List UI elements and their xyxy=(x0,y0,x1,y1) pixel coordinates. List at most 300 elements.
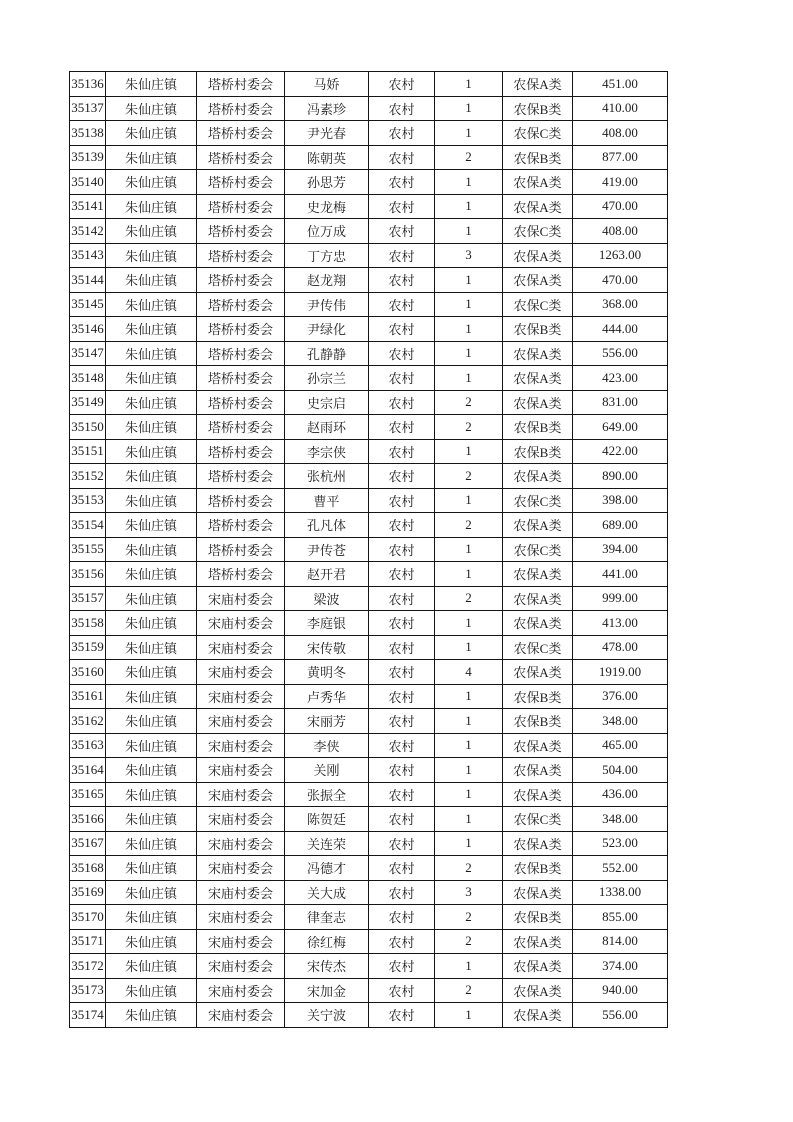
cell-village-committee: 塔桥村委会 xyxy=(197,268,285,293)
cell-person-name: 孙宗兰 xyxy=(285,366,369,391)
cell-insurance-category: 农保A类 xyxy=(503,660,573,685)
cell-insurance-category: 农保A类 xyxy=(503,831,573,856)
cell-residence-type: 农村 xyxy=(369,194,435,219)
cell-record-id: 35143 xyxy=(70,243,106,268)
cell-village-committee: 塔桥村委会 xyxy=(197,243,285,268)
cell-person-count: 1 xyxy=(435,219,503,244)
cell-residence-type: 农村 xyxy=(369,219,435,244)
cell-record-id: 35136 xyxy=(70,72,106,97)
cell-record-id: 35140 xyxy=(70,170,106,195)
cell-record-id: 35145 xyxy=(70,292,106,317)
cell-person-name: 李侠 xyxy=(285,733,369,758)
cell-town: 朱仙庄镇 xyxy=(106,660,197,685)
cell-residence-type: 农村 xyxy=(369,366,435,391)
cell-town: 朱仙庄镇 xyxy=(106,831,197,856)
cell-village-committee: 塔桥村委会 xyxy=(197,194,285,219)
cell-insurance-category: 农保A类 xyxy=(503,978,573,1003)
cell-person-name: 赵开君 xyxy=(285,562,369,587)
cell-person-count: 2 xyxy=(435,464,503,489)
cell-record-id: 35142 xyxy=(70,219,106,244)
table-row xyxy=(70,390,668,415)
cell-person-name: 李庭银 xyxy=(285,611,369,636)
cell-person-count: 1 xyxy=(435,96,503,121)
cell-record-id: 35137 xyxy=(70,96,106,121)
cell-person-name: 丁方忠 xyxy=(285,243,369,268)
cell-record-id: 35138 xyxy=(70,121,106,146)
cell-person-count: 1 xyxy=(435,1003,503,1028)
cell-person-count: 2 xyxy=(435,513,503,538)
cell-person-name: 赵雨环 xyxy=(285,415,369,440)
cell-town: 朱仙庄镇 xyxy=(106,488,197,513)
table-row xyxy=(70,562,668,587)
cell-residence-type: 农村 xyxy=(369,341,435,366)
cell-person-count: 1 xyxy=(435,366,503,391)
cell-residence-type: 农村 xyxy=(369,562,435,587)
cell-residence-type: 农村 xyxy=(369,439,435,464)
cell-insurance-category: 农保A类 xyxy=(503,586,573,611)
table-row xyxy=(70,635,668,660)
cell-record-id: 35173 xyxy=(70,978,106,1003)
cell-insurance-category: 农保A类 xyxy=(503,758,573,783)
cell-town: 朱仙庄镇 xyxy=(106,635,197,660)
cell-person-name: 关大成 xyxy=(285,880,369,905)
cell-insurance-category: 农保A类 xyxy=(503,733,573,758)
cell-insurance-category: 农保A类 xyxy=(503,562,573,587)
cell-insurance-category: 农保A类 xyxy=(503,390,573,415)
table-row xyxy=(70,96,668,121)
cell-residence-type: 农村 xyxy=(369,464,435,489)
cell-town: 朱仙庄镇 xyxy=(106,194,197,219)
cell-record-id: 35159 xyxy=(70,635,106,660)
cell-person-name: 孔凡体 xyxy=(285,513,369,538)
table-row xyxy=(70,611,668,636)
cell-town: 朱仙庄镇 xyxy=(106,243,197,268)
cell-insurance-category: 农保B类 xyxy=(503,684,573,709)
cell-town: 朱仙庄镇 xyxy=(106,929,197,954)
cell-amount: 649.00 xyxy=(573,415,668,440)
cell-town: 朱仙庄镇 xyxy=(106,880,197,905)
cell-town: 朱仙庄镇 xyxy=(106,341,197,366)
cell-record-id: 35172 xyxy=(70,954,106,979)
cell-amount: 556.00 xyxy=(573,1003,668,1028)
cell-village-committee: 宋庙村委会 xyxy=(197,586,285,611)
cell-record-id: 35155 xyxy=(70,537,106,562)
cell-insurance-category: 农保A类 xyxy=(503,170,573,195)
cell-village-committee: 宋庙村委会 xyxy=(197,611,285,636)
cell-residence-type: 农村 xyxy=(369,121,435,146)
cell-person-name: 宋传敬 xyxy=(285,635,369,660)
cell-amount: 376.00 xyxy=(573,684,668,709)
cell-person-count: 1 xyxy=(435,758,503,783)
cell-amount: 1338.00 xyxy=(573,880,668,905)
cell-person-name: 尹传苍 xyxy=(285,537,369,562)
table-row xyxy=(70,464,668,489)
cell-town: 朱仙庄镇 xyxy=(106,586,197,611)
cell-insurance-category: 农保C类 xyxy=(503,537,573,562)
cell-person-name: 律奎志 xyxy=(285,905,369,930)
cell-record-id: 35157 xyxy=(70,586,106,611)
cell-residence-type: 农村 xyxy=(369,807,435,832)
cell-person-count: 2 xyxy=(435,856,503,881)
table-row xyxy=(70,758,668,783)
cell-person-count: 1 xyxy=(435,121,503,146)
cell-person-count: 1 xyxy=(435,72,503,97)
cell-residence-type: 农村 xyxy=(369,170,435,195)
cell-person-count: 1 xyxy=(435,170,503,195)
cell-amount: 556.00 xyxy=(573,341,668,366)
cell-insurance-category: 农保C类 xyxy=(503,292,573,317)
cell-village-committee: 塔桥村委会 xyxy=(197,513,285,538)
cell-person-count: 1 xyxy=(435,807,503,832)
table-row xyxy=(70,292,668,317)
cell-person-count: 1 xyxy=(435,439,503,464)
cell-insurance-category: 农保C类 xyxy=(503,121,573,146)
table-row xyxy=(70,219,668,244)
cell-town: 朱仙庄镇 xyxy=(106,709,197,734)
cell-amount: 423.00 xyxy=(573,366,668,391)
cell-village-committee: 塔桥村委会 xyxy=(197,96,285,121)
cell-town: 朱仙庄镇 xyxy=(106,513,197,538)
cell-person-count: 4 xyxy=(435,660,503,685)
cell-residence-type: 农村 xyxy=(369,831,435,856)
cell-residence-type: 农村 xyxy=(369,611,435,636)
cell-village-committee: 宋庙村委会 xyxy=(197,807,285,832)
cell-residence-type: 农村 xyxy=(369,72,435,97)
cell-record-id: 35163 xyxy=(70,733,106,758)
cell-person-count: 2 xyxy=(435,145,503,170)
cell-village-committee: 塔桥村委会 xyxy=(197,488,285,513)
cell-residence-type: 农村 xyxy=(369,635,435,660)
cell-person-name: 赵龙翔 xyxy=(285,268,369,293)
cell-record-id: 35162 xyxy=(70,709,106,734)
cell-insurance-category: 农保B类 xyxy=(503,317,573,342)
cell-residence-type: 农村 xyxy=(369,733,435,758)
cell-record-id: 35165 xyxy=(70,782,106,807)
table-row xyxy=(70,709,668,734)
cell-person-count: 1 xyxy=(435,537,503,562)
cell-insurance-category: 农保C类 xyxy=(503,635,573,660)
cell-village-committee: 塔桥村委会 xyxy=(197,464,285,489)
table-row xyxy=(70,341,668,366)
cell-record-id: 35171 xyxy=(70,929,106,954)
cell-amount: 422.00 xyxy=(573,439,668,464)
cell-person-name: 尹绿化 xyxy=(285,317,369,342)
cell-amount: 814.00 xyxy=(573,929,668,954)
table-row xyxy=(70,317,668,342)
cell-village-committee: 塔桥村委会 xyxy=(197,537,285,562)
cell-insurance-category: 农保C类 xyxy=(503,488,573,513)
cell-village-committee: 宋庙村委会 xyxy=(197,880,285,905)
table-row xyxy=(70,170,668,195)
cell-person-name: 关连荣 xyxy=(285,831,369,856)
table-row xyxy=(70,684,668,709)
cell-residence-type: 农村 xyxy=(369,292,435,317)
cell-amount: 394.00 xyxy=(573,537,668,562)
cell-insurance-category: 农保A类 xyxy=(503,72,573,97)
cell-town: 朱仙庄镇 xyxy=(106,219,197,244)
cell-record-id: 35156 xyxy=(70,562,106,587)
cell-town: 朱仙庄镇 xyxy=(106,72,197,97)
cell-town: 朱仙庄镇 xyxy=(106,170,197,195)
table-row xyxy=(70,145,668,170)
cell-village-committee: 宋庙村委会 xyxy=(197,782,285,807)
cell-insurance-category: 农保A类 xyxy=(503,366,573,391)
cell-insurance-category: 农保B类 xyxy=(503,905,573,930)
cell-insurance-category: 农保A类 xyxy=(503,880,573,905)
cell-town: 朱仙庄镇 xyxy=(106,978,197,1003)
cell-insurance-category: 农保A类 xyxy=(503,782,573,807)
cell-residence-type: 农村 xyxy=(369,758,435,783)
table-row xyxy=(70,831,668,856)
cell-person-name: 位万成 xyxy=(285,219,369,244)
cell-person-name: 宋丽芳 xyxy=(285,709,369,734)
cell-residence-type: 农村 xyxy=(369,513,435,538)
benefits-table xyxy=(69,71,668,1028)
table-row xyxy=(70,243,668,268)
cell-village-committee: 宋庙村委会 xyxy=(197,905,285,930)
cell-person-count: 1 xyxy=(435,954,503,979)
cell-town: 朱仙庄镇 xyxy=(106,292,197,317)
cell-amount: 1919.00 xyxy=(573,660,668,685)
cell-person-name: 孔静静 xyxy=(285,341,369,366)
cell-town: 朱仙庄镇 xyxy=(106,537,197,562)
cell-record-id: 35158 xyxy=(70,611,106,636)
cell-amount: 877.00 xyxy=(573,145,668,170)
cell-amount: 855.00 xyxy=(573,905,668,930)
cell-town: 朱仙庄镇 xyxy=(106,954,197,979)
cell-person-name: 冯素珍 xyxy=(285,96,369,121)
cell-record-id: 35160 xyxy=(70,660,106,685)
cell-town: 朱仙庄镇 xyxy=(106,684,197,709)
cell-person-count: 1 xyxy=(435,831,503,856)
cell-insurance-category: 农保A类 xyxy=(503,268,573,293)
cell-amount: 444.00 xyxy=(573,317,668,342)
cell-town: 朱仙庄镇 xyxy=(106,733,197,758)
cell-person-name: 关宁波 xyxy=(285,1003,369,1028)
cell-insurance-category: 农保A类 xyxy=(503,341,573,366)
table-row xyxy=(70,366,668,391)
cell-residence-type: 农村 xyxy=(369,684,435,709)
cell-person-name: 徐红梅 xyxy=(285,929,369,954)
cell-village-committee: 塔桥村委会 xyxy=(197,72,285,97)
cell-residence-type: 农村 xyxy=(369,905,435,930)
cell-village-committee: 宋庙村委会 xyxy=(197,1003,285,1028)
cell-residence-type: 农村 xyxy=(369,268,435,293)
cell-person-name: 尹传伟 xyxy=(285,292,369,317)
cell-record-id: 35169 xyxy=(70,880,106,905)
cell-person-name: 尹光春 xyxy=(285,121,369,146)
cell-town: 朱仙庄镇 xyxy=(106,145,197,170)
cell-residence-type: 农村 xyxy=(369,978,435,1003)
cell-amount: 436.00 xyxy=(573,782,668,807)
cell-amount: 398.00 xyxy=(573,488,668,513)
cell-village-committee: 塔桥村委会 xyxy=(197,121,285,146)
table-row xyxy=(70,586,668,611)
table-row xyxy=(70,488,668,513)
cell-amount: 470.00 xyxy=(573,268,668,293)
cell-amount: 940.00 xyxy=(573,978,668,1003)
cell-person-name: 张杭州 xyxy=(285,464,369,489)
table-row xyxy=(70,72,668,97)
cell-village-committee: 宋庙村委会 xyxy=(197,929,285,954)
cell-residence-type: 农村 xyxy=(369,1003,435,1028)
cell-record-id: 35147 xyxy=(70,341,106,366)
cell-record-id: 35166 xyxy=(70,807,106,832)
cell-record-id: 35139 xyxy=(70,145,106,170)
cell-amount: 552.00 xyxy=(573,856,668,881)
cell-person-count: 3 xyxy=(435,880,503,905)
cell-town: 朱仙庄镇 xyxy=(106,415,197,440)
cell-person-count: 3 xyxy=(435,243,503,268)
cell-residence-type: 农村 xyxy=(369,880,435,905)
cell-person-count: 2 xyxy=(435,978,503,1003)
cell-person-name: 马娇 xyxy=(285,72,369,97)
cell-person-name: 孙思芳 xyxy=(285,170,369,195)
cell-village-committee: 塔桥村委会 xyxy=(197,415,285,440)
cell-village-committee: 塔桥村委会 xyxy=(197,170,285,195)
cell-record-id: 35164 xyxy=(70,758,106,783)
cell-amount: 408.00 xyxy=(573,219,668,244)
cell-person-count: 1 xyxy=(435,341,503,366)
cell-residence-type: 农村 xyxy=(369,954,435,979)
cell-person-name: 宋加金 xyxy=(285,978,369,1003)
cell-insurance-category: 农保A类 xyxy=(503,243,573,268)
cell-residence-type: 农村 xyxy=(369,856,435,881)
cell-amount: 408.00 xyxy=(573,121,668,146)
cell-person-name: 陈贺廷 xyxy=(285,807,369,832)
cell-village-committee: 宋庙村委会 xyxy=(197,831,285,856)
table-row xyxy=(70,537,668,562)
cell-record-id: 35144 xyxy=(70,268,106,293)
cell-person-count: 1 xyxy=(435,562,503,587)
cell-person-count: 1 xyxy=(435,194,503,219)
cell-village-committee: 宋庙村委会 xyxy=(197,978,285,1003)
cell-village-committee: 塔桥村委会 xyxy=(197,145,285,170)
cell-insurance-category: 农保A类 xyxy=(503,194,573,219)
cell-person-count: 2 xyxy=(435,415,503,440)
cell-amount: 419.00 xyxy=(573,170,668,195)
cell-insurance-category: 农保A类 xyxy=(503,954,573,979)
cell-residence-type: 农村 xyxy=(369,390,435,415)
cell-village-committee: 塔桥村委会 xyxy=(197,366,285,391)
cell-town: 朱仙庄镇 xyxy=(106,366,197,391)
cell-amount: 478.00 xyxy=(573,635,668,660)
cell-person-count: 2 xyxy=(435,929,503,954)
cell-amount: 523.00 xyxy=(573,831,668,856)
table-row xyxy=(70,439,668,464)
cell-residence-type: 农村 xyxy=(369,317,435,342)
cell-amount: 348.00 xyxy=(573,807,668,832)
cell-insurance-category: 农保B类 xyxy=(503,856,573,881)
cell-record-id: 35151 xyxy=(70,439,106,464)
cell-person-name: 史宗启 xyxy=(285,390,369,415)
cell-person-name: 张振全 xyxy=(285,782,369,807)
table-row xyxy=(70,121,668,146)
cell-insurance-category: 农保C类 xyxy=(503,807,573,832)
cell-town: 朱仙庄镇 xyxy=(106,807,197,832)
table-body xyxy=(70,72,668,1028)
cell-person-count: 1 xyxy=(435,684,503,709)
cell-insurance-category: 农保A类 xyxy=(503,611,573,636)
cell-village-committee: 宋庙村委会 xyxy=(197,758,285,783)
cell-person-count: 1 xyxy=(435,635,503,660)
cell-amount: 504.00 xyxy=(573,758,668,783)
cell-town: 朱仙庄镇 xyxy=(106,758,197,783)
cell-village-committee: 宋庙村委会 xyxy=(197,684,285,709)
cell-town: 朱仙庄镇 xyxy=(106,782,197,807)
cell-town: 朱仙庄镇 xyxy=(106,856,197,881)
cell-person-name: 曹平 xyxy=(285,488,369,513)
cell-residence-type: 农村 xyxy=(369,145,435,170)
cell-person-name: 李宗侠 xyxy=(285,439,369,464)
cell-person-count: 1 xyxy=(435,733,503,758)
cell-village-committee: 塔桥村委会 xyxy=(197,341,285,366)
cell-amount: 348.00 xyxy=(573,709,668,734)
cell-village-committee: 宋庙村委会 xyxy=(197,660,285,685)
cell-residence-type: 农村 xyxy=(369,488,435,513)
cell-residence-type: 农村 xyxy=(369,782,435,807)
table-row xyxy=(70,905,668,930)
cell-person-count: 1 xyxy=(435,488,503,513)
cell-person-count: 2 xyxy=(435,586,503,611)
cell-residence-type: 农村 xyxy=(369,709,435,734)
cell-person-count: 1 xyxy=(435,782,503,807)
cell-residence-type: 农村 xyxy=(369,537,435,562)
cell-residence-type: 农村 xyxy=(369,660,435,685)
cell-person-count: 2 xyxy=(435,390,503,415)
cell-amount: 689.00 xyxy=(573,513,668,538)
cell-record-id: 35141 xyxy=(70,194,106,219)
cell-amount: 1263.00 xyxy=(573,243,668,268)
table-row xyxy=(70,1003,668,1028)
cell-record-id: 35161 xyxy=(70,684,106,709)
table-row xyxy=(70,268,668,293)
cell-amount: 465.00 xyxy=(573,733,668,758)
table-row xyxy=(70,954,668,979)
cell-town: 朱仙庄镇 xyxy=(106,121,197,146)
cell-residence-type: 农村 xyxy=(369,586,435,611)
cell-town: 朱仙庄镇 xyxy=(106,439,197,464)
cell-person-count: 1 xyxy=(435,709,503,734)
cell-person-name: 卢秀华 xyxy=(285,684,369,709)
table-row xyxy=(70,194,668,219)
cell-town: 朱仙庄镇 xyxy=(106,1003,197,1028)
cell-record-id: 35152 xyxy=(70,464,106,489)
cell-insurance-category: 农保A类 xyxy=(503,513,573,538)
cell-amount: 999.00 xyxy=(573,586,668,611)
cell-person-name: 黄明冬 xyxy=(285,660,369,685)
cell-village-committee: 宋庙村委会 xyxy=(197,635,285,660)
cell-person-count: 1 xyxy=(435,268,503,293)
cell-amount: 441.00 xyxy=(573,562,668,587)
table-row xyxy=(70,929,668,954)
cell-insurance-category: 农保A类 xyxy=(503,929,573,954)
cell-record-id: 35149 xyxy=(70,390,106,415)
cell-village-committee: 塔桥村委会 xyxy=(197,317,285,342)
cell-village-committee: 宋庙村委会 xyxy=(197,733,285,758)
table-row xyxy=(70,733,668,758)
cell-village-committee: 宋庙村委会 xyxy=(197,954,285,979)
cell-person-count: 2 xyxy=(435,905,503,930)
cell-insurance-category: 农保B类 xyxy=(503,415,573,440)
cell-town: 朱仙庄镇 xyxy=(106,268,197,293)
cell-person-name: 史龙梅 xyxy=(285,194,369,219)
cell-town: 朱仙庄镇 xyxy=(106,96,197,121)
cell-insurance-category: 农保C类 xyxy=(503,219,573,244)
cell-amount: 413.00 xyxy=(573,611,668,636)
cell-amount: 368.00 xyxy=(573,292,668,317)
cell-person-name: 梁波 xyxy=(285,586,369,611)
